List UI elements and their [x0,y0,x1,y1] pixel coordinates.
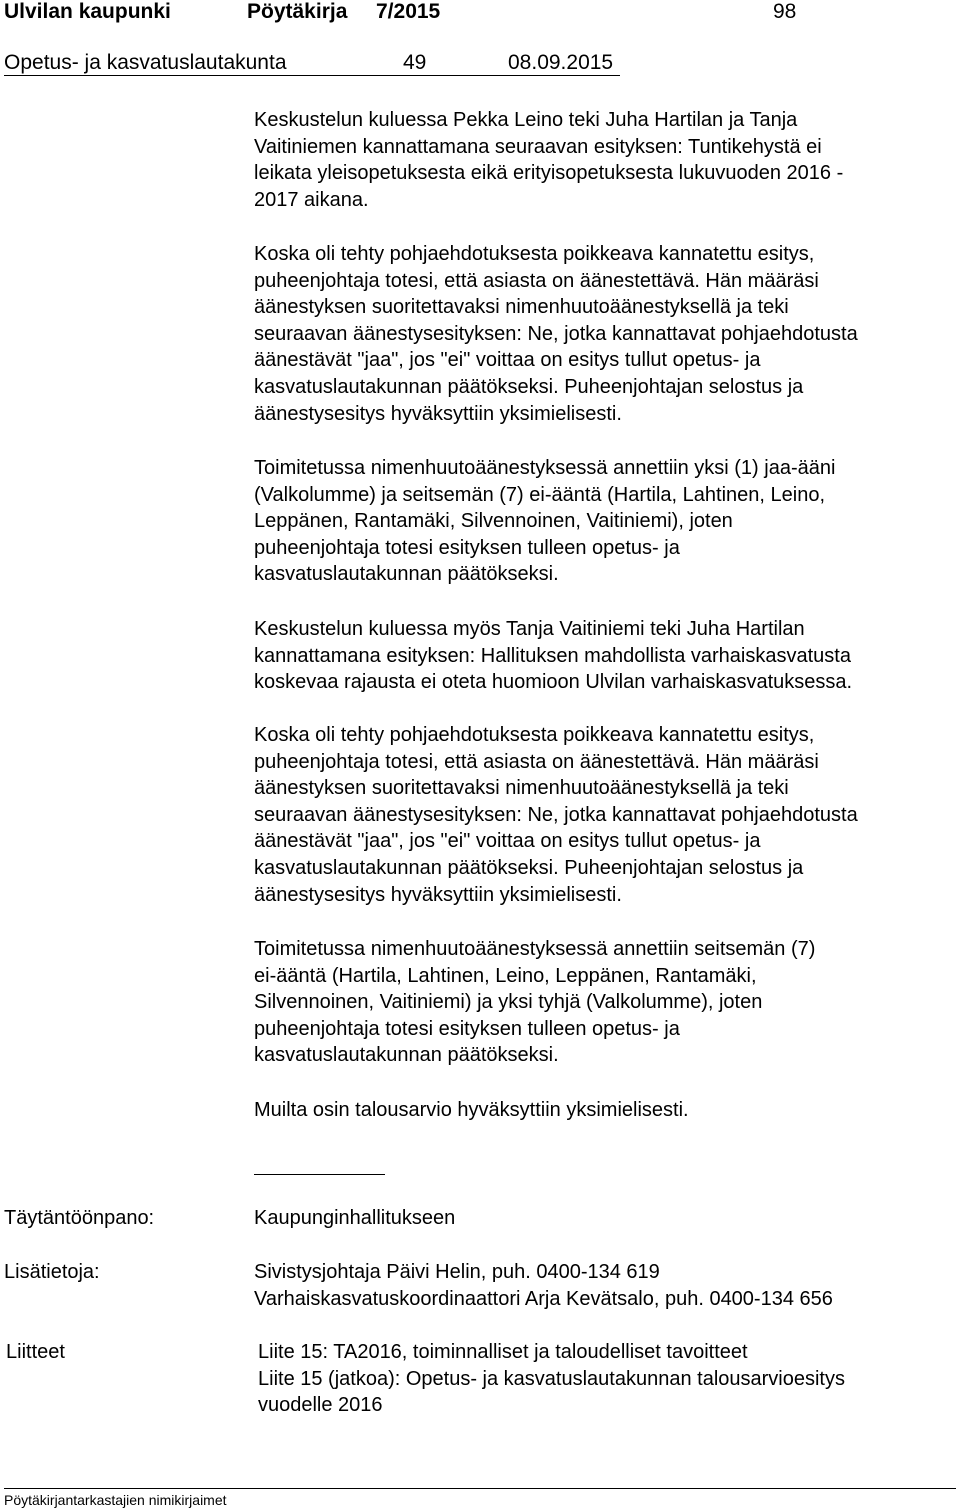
text-line: seuraavan äänestysesityksen: Ne, jotka kannattavat pohjaehdotusta [254,803,858,826]
text-line: seuraavan äänestysesityksen: Ne, jotka kannattavat pohjaehdotusta [254,322,858,345]
text-line: kasvatuslautakunnan päätökseksi. Puheenjohtajan selostus ja [254,856,804,879]
text-line: Koska oli tehty pohjaehdotuksesta poikkeava kannatettu esitys, [254,724,815,746]
text-line: äänestyksen suoritettavaksi nimenhuutoäänestyksellä ja teki [254,777,789,800]
separator-line [254,1174,385,1175]
text-line: Keskustelun kuluessa myös Tanja Vaitiniemi teki Juha Hartilan [254,618,805,640]
text-line: Toimitetussa nimenhuutoäänestyksessä annettiin seitsemän (7) [254,938,816,960]
text-line: Liite 15 (jatkoa): Opetus- ja kasvatuslautakunnan talousarvioesitys [258,1367,845,1390]
text-line: Varhaiskasvatuskoordinaattori Arja Kevätsalo, puh. 0400-134 656 [254,1287,833,1310]
text-line: koskevaa rajausta ei oteta huomioon Ulvilan varhaiskasvatuksessa. [254,671,853,694]
attachments-label: Liitteet [6,1341,65,1363]
info-contacts [254,1259,954,1312]
implementation-value [254,1205,954,1232]
text-line: puheenjohtaja totesi esityksen tulleen opetus- ja [254,536,680,559]
text-line: äänestysesitys hyväksyttiin yksimielisesti. [254,883,622,906]
text-line: kannattamana esityksen: Hallituksen mahdollista varhaiskasvatusta [254,644,851,667]
footer-rule [4,1488,956,1489]
implementation-label: Täytäntöönpano: [4,1207,155,1229]
info-label: Lisätietoja: [4,1261,100,1283]
text-line: kasvatuslautakunnan päätökseksi. [254,563,559,586]
paragraph-4 [254,616,954,696]
text-line: Vaitiniemen kannattamana seuraavan esityksen: Tuntikehystä ei [254,135,822,158]
text-line: ei-ääntä (Hartila, Lahtinen, Leino, Leppänen, Rantamäki, [254,964,757,987]
text-line: Leppänen, Rantamäki, Silvennoinen, Vaitiniemi), joten [254,510,733,533]
header-rule [4,75,620,76]
text-line: puheenjohtaja totesi esityksen tulleen opetus- ja [254,1017,680,1040]
footer-text: Pöytäkirjantarkastajien nimikirjaimet [4,1492,227,1508]
text-line: leikata yleisopetuksesta eikä erityisopetuksesta lukuvuoden 2016 - [254,162,844,185]
text-line: kasvatuslautakunnan päätökseksi. [254,1044,559,1067]
page-number: 98 [773,0,797,23]
text-line: Silvennoinen, Vaitiniemi) ja yksi tyhjä (Valkolumme), joten [254,991,763,1014]
text-line: äänestyksen suoritettavaksi nimenhuutoäänestyksellä ja teki [254,296,789,319]
text-line: Sivistysjohtaja Päivi Helin, puh. 0400-134 619 [254,1261,660,1283]
text-line: Kaupunginhallitukseen [254,1207,456,1229]
attachments-list [258,1339,958,1419]
text-line: äänestävät "jaa", jos "ei" voittaa on esitys tullut opetus- ja [254,830,761,853]
paragraph-7 [254,1097,954,1124]
text-line: vuodelle 2016 [258,1394,383,1417]
text-line: puheenjohtaja totesi, että asiasta on äänestettävä. Hän määräsi [254,750,819,773]
paragraph-1 [254,107,954,213]
text-line: Muilta osin talousarvio hyväksyttiin yksimielisesti. [254,1099,689,1121]
board-name: Opetus- ja kasvatuslautakunta [4,51,287,74]
text-line: puheenjohtaja totesi, että asiasta on äänestettävä. Hän määräsi [254,269,819,292]
text-line: Koska oli tehty pohjaehdotuksesta poikkeava kannatettu esitys, [254,243,815,265]
document-type: Pöytäkirja [247,0,348,23]
paragraph-3 [254,455,954,588]
text-line: (Valkolumme) ja seitsemän (7) ei-ääntä (Hartila, Lahtinen, Leino, [254,483,826,506]
text-line: äänestysesitys hyväksyttiin yksimielisesti. [254,402,622,425]
text-line: Toimitetussa nimenhuutoäänestyksessä annettiin yksi (1) jaa-ääni [254,457,836,479]
city-name: Ulvilan kaupunki [4,0,171,23]
text-line: Liite 15: TA2016, toiminnalliset ja taloudelliset tavoitteet [258,1341,748,1363]
paragraph-5 [254,722,954,908]
paragraph-2 [254,241,954,427]
document-number: 7/2015 [376,0,441,23]
section-number: 49 [403,51,427,74]
text-line: kasvatuslautakunnan päätökseksi. Puheenjohtajan selostus ja [254,375,804,398]
meeting-date: 08.09.2015 [508,51,614,74]
paragraph-6 [254,936,954,1069]
text-line: Keskustelun kuluessa Pekka Leino teki Juha Hartilan ja Tanja [254,109,798,131]
text-line: äänestävät "jaa", jos "ei" voittaa on esitys tullut opetus- ja [254,349,761,372]
text-line: 2017 aikana. [254,188,369,211]
